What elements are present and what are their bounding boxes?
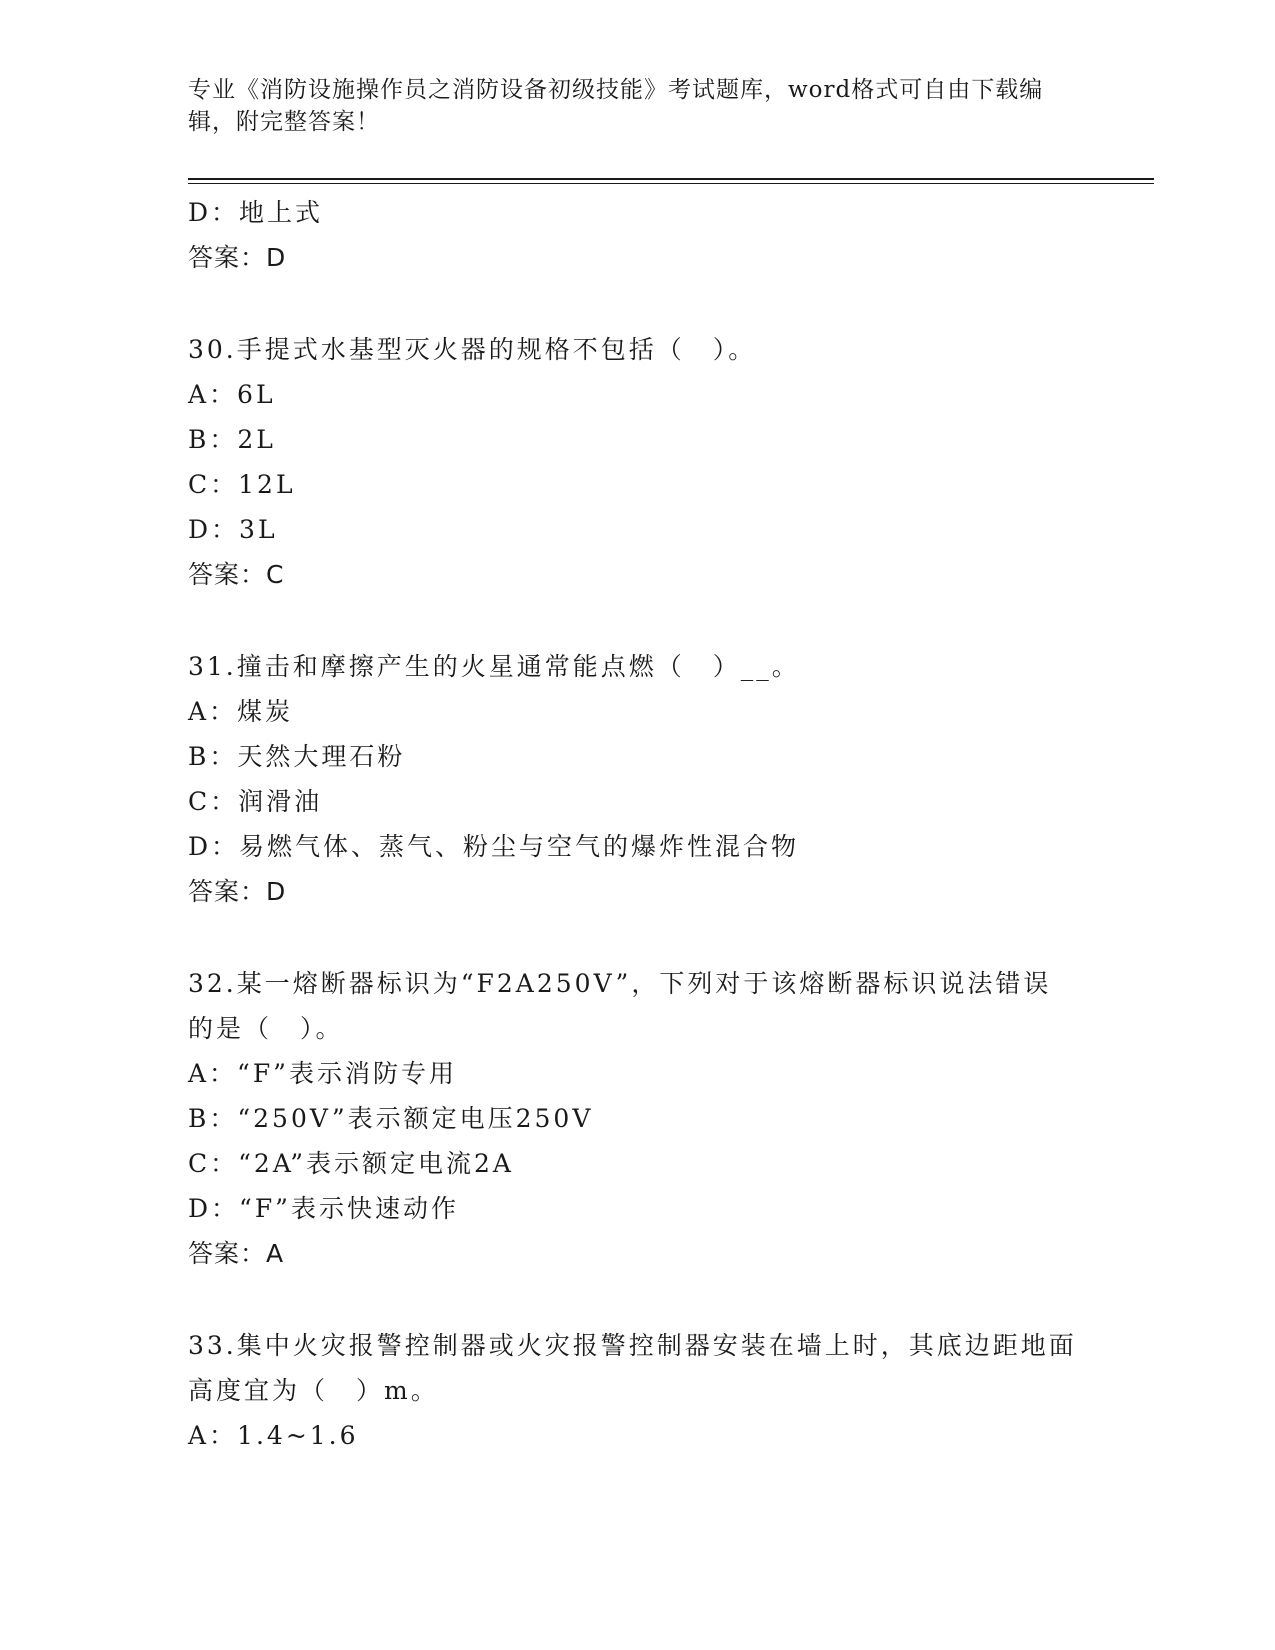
option-d: D：3L <box>188 515 278 544</box>
option-b: B：“250V”表示额定电压250V <box>188 1104 594 1133</box>
question-text: 30.手提式水基型灭火器的规格不包括（ ）。 <box>188 335 757 364</box>
option-a: A：6L <box>188 380 276 409</box>
answer: 答案：A <box>188 1239 285 1268</box>
question-31 <box>188 644 1088 914</box>
option-a: A：“F”表示消防专用 <box>188 1059 457 1088</box>
question-33 <box>188 1323 1088 1458</box>
question-32 <box>188 961 1088 1276</box>
question-list <box>188 190 1088 1458</box>
option-d: D：“F”表示快速动作 <box>188 1194 459 1223</box>
answer: 答案：D <box>188 877 287 906</box>
option-b: B：2L <box>188 425 276 454</box>
question-text: 32.某一熔断器标识为“F2A250V”，下列对于该熔断器标识说法错误的是（ ）。 <box>188 969 1052 1043</box>
option-a: A：1.4~1.6 <box>188 1421 359 1450</box>
question-text: 31.撞击和摩擦产生的火星通常能点燃（ ）__。 <box>188 652 800 681</box>
carryover-answer: 答案：D <box>188 243 287 272</box>
option-c: C：12L <box>188 470 296 499</box>
option-d: D：易燃气体、蒸气、粉尘与空气的爆炸性混合物 <box>188 832 800 861</box>
answer: 答案：C <box>188 560 285 589</box>
carryover-option-d: D：地上式 <box>188 198 324 227</box>
option-b: B：天然大理石粉 <box>188 742 406 771</box>
option-c: C：“2A”表示额定电流2A <box>188 1149 514 1178</box>
option-a: A：煤炭 <box>188 697 294 726</box>
question-text: 33.集中火灾报警控制器或火灾报警控制器安装在墙上时，其底边距地面高度宜为（ ）m。 <box>188 1331 1077 1405</box>
page-header: 专业《消防设施操作员之消防设备初级技能》考试题库，word格式可自由下载编辑，附完整答案！ <box>188 77 1044 135</box>
header-divider <box>188 178 1154 184</box>
question-30 <box>188 327 1088 597</box>
option-c: C：润滑油 <box>188 787 323 816</box>
